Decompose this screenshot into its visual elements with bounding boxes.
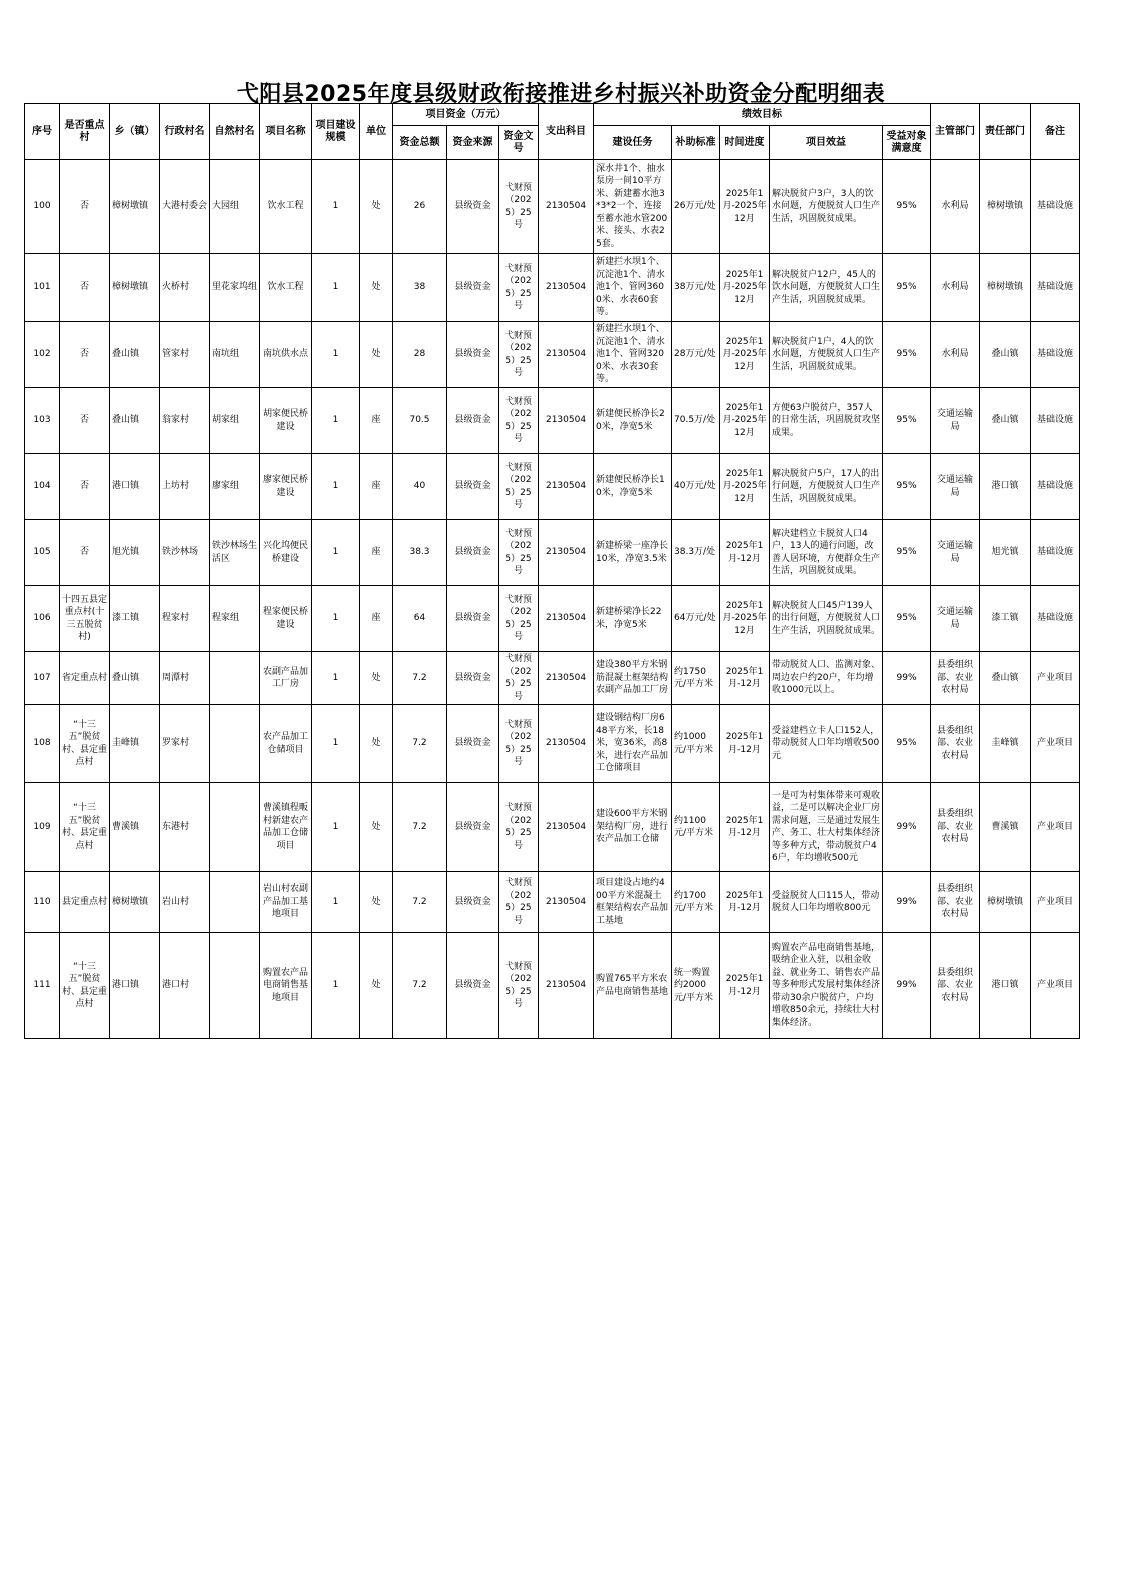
- cell-satisfaction: 99%: [883, 872, 931, 933]
- cell-task: 购置765平方米农产品电商销售基地: [594, 933, 672, 1039]
- cell-project-name: 兴化坞便民桥建设: [260, 520, 312, 586]
- table-row: [25, 454, 1080, 520]
- cell-satisfaction: 95%: [883, 454, 931, 520]
- cell-total: 26: [393, 160, 447, 254]
- cell-benefit: 解决建档立卡脱贫人口4户，13人的通行问题，改善人居环境，方便群众生产生活，巩固脱贫成果。: [770, 520, 883, 586]
- cell-standard: 约1700元/平方米: [672, 872, 720, 933]
- cell-subject: 2130504: [539, 160, 594, 254]
- cell-admin-village: 罗家村: [160, 705, 210, 783]
- cell-scale: 1: [312, 586, 360, 652]
- cell-unit: 处: [360, 933, 393, 1039]
- header-total: 资金总额: [393, 126, 447, 160]
- cell-benefit: 解决脱贫户5户，17人的出行问题，方便脱贫人口生产生活，巩固脱贫成果。: [770, 454, 883, 520]
- cell-seq: 101: [25, 254, 60, 322]
- cell-scale: 1: [312, 388, 360, 454]
- table-row: [25, 933, 1080, 1039]
- cell-subject: 2130504: [539, 254, 594, 322]
- header-key-village: 是否重点村: [60, 104, 110, 160]
- cell-seq: 108: [25, 705, 60, 783]
- cell-total: 38.3: [393, 520, 447, 586]
- cell-satisfaction: 95%: [883, 705, 931, 783]
- cell-doc-no: 弋财预（2025）25号: [499, 933, 539, 1039]
- cell-project-name: 饮水工程: [260, 254, 312, 322]
- cell-benefit: 受益建档立卡人口152人，带动脱贫人口年均增收500元: [770, 705, 883, 783]
- cell-dept: 水利局: [931, 160, 980, 254]
- cell-subject: 2130504: [539, 872, 594, 933]
- cell-benefit: 带动脱贫人口、监测对象、周边农户约20户，年均增收1000元以上。: [770, 652, 883, 705]
- cell-task: 项目建设占地约400平方米混凝土框架结构农产品加工基地: [594, 872, 672, 933]
- cell-total: 7.2: [393, 872, 447, 933]
- cell-unit: 处: [360, 705, 393, 783]
- cell-township: 樟树墩镇: [110, 160, 160, 254]
- table-row: [25, 388, 1080, 454]
- header-unit: 单位: [360, 104, 393, 160]
- cell-scale: 1: [312, 783, 360, 872]
- cell-admin-village: 大港村委会: [160, 160, 210, 254]
- cell-note: 产业项目: [1031, 872, 1080, 933]
- header-township: 乡（镇）: [110, 104, 160, 160]
- cell-benefit: 方便63户脱贫户，357人的日常生活，巩固脱贫攻坚成果。: [770, 388, 883, 454]
- header-task: 建设任务: [594, 126, 672, 160]
- header-benefit: 项目效益: [770, 126, 883, 160]
- cell-resp: 港口镇: [980, 454, 1031, 520]
- cell-township: 叠山镇: [110, 322, 160, 388]
- cell-natural-village: [210, 933, 260, 1039]
- cell-doc-no: 弋财预（2025）25号: [499, 705, 539, 783]
- cell-key-village: 县定重点村: [60, 872, 110, 933]
- cell-key-village: “十三五”脱贫村、县定重点村: [60, 705, 110, 783]
- cell-scale: 1: [312, 652, 360, 705]
- allocation-table: [24, 103, 1080, 1039]
- cell-project-name: 曹溪镇程畈村新建农产品加工仓储项目: [260, 783, 312, 872]
- header-note: 备注: [1031, 104, 1080, 160]
- cell-total: 7.2: [393, 933, 447, 1039]
- cell-schedule: 2025年1月-12月: [720, 652, 770, 705]
- cell-satisfaction: 99%: [883, 783, 931, 872]
- cell-task: 新建便民桥净长10米，净宽5米: [594, 454, 672, 520]
- cell-seq: 106: [25, 586, 60, 652]
- cell-key-village: “十三五”脱贫村、县定重点村: [60, 933, 110, 1039]
- cell-seq: 102: [25, 322, 60, 388]
- cell-note: 产业项目: [1031, 933, 1080, 1039]
- cell-natural-village: 大园组: [210, 160, 260, 254]
- cell-admin-village: 东港村: [160, 783, 210, 872]
- cell-standard: 38.3万/处: [672, 520, 720, 586]
- cell-source: 县级资金: [447, 652, 499, 705]
- cell-note: 产业项目: [1031, 705, 1080, 783]
- cell-key-village: 十四五县定重点村(十三五脱贫村): [60, 586, 110, 652]
- cell-key-village: 否: [60, 160, 110, 254]
- cell-seq: 109: [25, 783, 60, 872]
- cell-note: 基础设施: [1031, 160, 1080, 254]
- cell-total: 64: [393, 586, 447, 652]
- cell-resp: 樟树墩镇: [980, 872, 1031, 933]
- header-funds-group: 项目资金（万元）: [393, 104, 539, 126]
- header-admin-village: 行政村名: [160, 104, 210, 160]
- cell-admin-village: 火桥村: [160, 254, 210, 322]
- cell-task: 新建拦水坝1个、沉淀池1个、清水池1个、管网3200米、水表30套等。: [594, 322, 672, 388]
- header-standard: 补助标准: [672, 126, 720, 160]
- cell-note: 产业项目: [1031, 652, 1080, 705]
- cell-dept: 县委组织部、农业农村局: [931, 933, 980, 1039]
- cell-doc-no: 弋财预（2025）25号: [499, 322, 539, 388]
- cell-dept: 水利局: [931, 322, 980, 388]
- cell-schedule: 2025年1月-12月: [720, 872, 770, 933]
- table-row: [25, 872, 1080, 933]
- cell-standard: 26万元/处: [672, 160, 720, 254]
- cell-total: 7.2: [393, 705, 447, 783]
- cell-unit: 座: [360, 520, 393, 586]
- cell-dept: 县委组织部、农业农村局: [931, 783, 980, 872]
- cell-unit: 处: [360, 783, 393, 872]
- cell-schedule: 2025年1月-12月: [720, 705, 770, 783]
- cell-dept: 交通运输局: [931, 520, 980, 586]
- cell-standard: 64万元/处: [672, 586, 720, 652]
- cell-seq: 107: [25, 652, 60, 705]
- cell-project-name: 饮水工程: [260, 160, 312, 254]
- cell-schedule: 2025年1月-2025年12月: [720, 454, 770, 520]
- cell-township: 樟树墩镇: [110, 254, 160, 322]
- cell-natural-village: [210, 652, 260, 705]
- cell-key-village: 否: [60, 388, 110, 454]
- cell-natural-village: 程家组: [210, 586, 260, 652]
- cell-unit: 处: [360, 652, 393, 705]
- cell-key-village: 否: [60, 254, 110, 322]
- header-natural-village: 自然村名: [210, 104, 260, 160]
- cell-total: 7.2: [393, 652, 447, 705]
- cell-task: 新建便民桥净长20米，净宽5米: [594, 388, 672, 454]
- cell-project-name: 岩山村农副产品加工基地项目: [260, 872, 312, 933]
- cell-scale: 1: [312, 160, 360, 254]
- cell-scale: 1: [312, 454, 360, 520]
- cell-note: 基础设施: [1031, 586, 1080, 652]
- cell-admin-village: 周潭村: [160, 652, 210, 705]
- cell-subject: 2130504: [539, 586, 594, 652]
- cell-source: 县级资金: [447, 586, 499, 652]
- cell-dept: 县委组织部、农业农村局: [931, 872, 980, 933]
- cell-task: 新建桥梁净长22米，净宽5米: [594, 586, 672, 652]
- cell-seq: 105: [25, 520, 60, 586]
- cell-project-name: 购置农产品电商销售基地项目: [260, 933, 312, 1039]
- cell-key-village: 省定重点村: [60, 652, 110, 705]
- cell-scale: 1: [312, 520, 360, 586]
- cell-doc-no: 弋财预（2025）25号: [499, 652, 539, 705]
- table-row: [25, 160, 1080, 254]
- cell-dept: 县委组织部、农业农村局: [931, 652, 980, 705]
- cell-township: 港口镇: [110, 933, 160, 1039]
- cell-schedule: 2025年1月-2025年12月: [720, 254, 770, 322]
- cell-dept: 水利局: [931, 254, 980, 322]
- cell-project-name: 农副产品加工厂房: [260, 652, 312, 705]
- cell-natural-village: 里花家坞组: [210, 254, 260, 322]
- cell-seq: 100: [25, 160, 60, 254]
- cell-task: 建设380平方米钢筋混凝土框架结构农副产品加工厂房: [594, 652, 672, 705]
- cell-natural-village: [210, 705, 260, 783]
- cell-task: 建设600平方米钢架结构厂房，进行农产品加工仓储: [594, 783, 672, 872]
- cell-total: 7.2: [393, 783, 447, 872]
- cell-natural-village: [210, 872, 260, 933]
- table-row: [25, 705, 1080, 783]
- cell-admin-village: 港口村: [160, 933, 210, 1039]
- cell-dept: 交通运输局: [931, 586, 980, 652]
- cell-benefit: 一是可为村集体带来可观收益，二是可以解决企业厂房需求问题，三是通过发展生产、务工、壮大村集体经济等多种方式，带动脱贫户46户，年均增收500元: [770, 783, 883, 872]
- table-row: [25, 520, 1080, 586]
- cell-unit: 处: [360, 160, 393, 254]
- cell-satisfaction: 95%: [883, 322, 931, 388]
- cell-doc-no: 弋财预（2025）25号: [499, 254, 539, 322]
- cell-unit: 处: [360, 254, 393, 322]
- cell-standard: 38万元/处: [672, 254, 720, 322]
- cell-key-village: 否: [60, 454, 110, 520]
- cell-schedule: 2025年1月-2025年12月: [720, 160, 770, 254]
- header-satisfaction: 受益对象满意度: [883, 126, 931, 160]
- cell-admin-village: 上坊村: [160, 454, 210, 520]
- cell-seq: 111: [25, 933, 60, 1039]
- cell-doc-no: 弋财预（2025）25号: [499, 160, 539, 254]
- header-scale: 项目建设规模: [312, 104, 360, 160]
- cell-doc-no: 弋财预（2025）25号: [499, 586, 539, 652]
- cell-total: 38: [393, 254, 447, 322]
- cell-schedule: 2025年1月-12月: [720, 933, 770, 1039]
- cell-township: 旭光镇: [110, 520, 160, 586]
- cell-source: 县级资金: [447, 322, 499, 388]
- table-row: [25, 652, 1080, 705]
- header-doc-no: 资金文号: [499, 126, 539, 160]
- cell-note: 基础设施: [1031, 254, 1080, 322]
- table-row: [25, 322, 1080, 388]
- cell-standard: 70.5万/处: [672, 388, 720, 454]
- cell-seq: 104: [25, 454, 60, 520]
- cell-doc-no: 弋财预（2025）25号: [499, 454, 539, 520]
- cell-resp: 叠山镇: [980, 388, 1031, 454]
- cell-note: 产业项目: [1031, 783, 1080, 872]
- cell-unit: 座: [360, 454, 393, 520]
- cell-standard: 统一购置约2000元/平方米: [672, 933, 720, 1039]
- cell-project-name: 胡家便民桥建设: [260, 388, 312, 454]
- table-row: [25, 254, 1080, 322]
- cell-source: 县级资金: [447, 872, 499, 933]
- cell-admin-village: 管家村: [160, 322, 210, 388]
- cell-task: 新建桥梁一座净长10米，净宽3.5米: [594, 520, 672, 586]
- cell-doc-no: 弋财预（2025）25号: [499, 388, 539, 454]
- cell-township: 漆工镇: [110, 586, 160, 652]
- cell-dept: 交通运输局: [931, 388, 980, 454]
- cell-resp: 樟树墩镇: [980, 160, 1031, 254]
- cell-total: 28: [393, 322, 447, 388]
- header-schedule: 时间进度: [720, 126, 770, 160]
- cell-satisfaction: 95%: [883, 254, 931, 322]
- cell-satisfaction: 95%: [883, 520, 931, 586]
- cell-source: 县级资金: [447, 160, 499, 254]
- cell-task: 深水井1个、抽水泵房一间10平方米、新建蓄水池3*3*2一个、连接至蓄水池水管200米、接头、水表25套。: [594, 160, 672, 254]
- cell-natural-village: 胡家组: [210, 388, 260, 454]
- cell-unit: 处: [360, 322, 393, 388]
- header-seq: 序号: [25, 104, 60, 160]
- header-subject: 支出科目: [539, 104, 594, 160]
- header-dept: 主管部门: [931, 104, 980, 160]
- cell-natural-village: 南坑组: [210, 322, 260, 388]
- cell-admin-village: 翁家村: [160, 388, 210, 454]
- cell-benefit: 受益脱贫人口115人，带动脱贫人口年均增收800元: [770, 872, 883, 933]
- cell-township: 樟树墩镇: [110, 872, 160, 933]
- cell-resp: 圭峰镇: [980, 705, 1031, 783]
- cell-source: 县级资金: [447, 254, 499, 322]
- cell-task: 建设钢结构厂房648平方米，长18米，宽36米，高8米，进行农产品加工仓储项目: [594, 705, 672, 783]
- cell-subject: 2130504: [539, 520, 594, 586]
- cell-subject: 2130504: [539, 783, 594, 872]
- cell-project-name: 廖家便民桥建设: [260, 454, 312, 520]
- cell-admin-village: 铁沙林场: [160, 520, 210, 586]
- cell-resp: 曹溪镇: [980, 783, 1031, 872]
- cell-doc-no: 弋财预（2025）25号: [499, 520, 539, 586]
- cell-unit: 处: [360, 872, 393, 933]
- cell-key-village: 否: [60, 520, 110, 586]
- cell-key-village: 否: [60, 322, 110, 388]
- cell-schedule: 2025年1月-12月: [720, 520, 770, 586]
- cell-note: 基础设施: [1031, 520, 1080, 586]
- cell-resp: 旭光镇: [980, 520, 1031, 586]
- cell-dept: 县委组织部、农业农村局: [931, 705, 980, 783]
- cell-project-name: 南坑供水点: [260, 322, 312, 388]
- cell-unit: 座: [360, 388, 393, 454]
- cell-benefit: 解决脱贫户12户，45人的饮水问题，方便脱贫人口生产生活，巩固脱贫成果。: [770, 254, 883, 322]
- cell-scale: 1: [312, 705, 360, 783]
- cell-natural-village: 廖家组: [210, 454, 260, 520]
- cell-benefit: 解决脱贫户1户，4人的饮水问题，方便脱贫人口生产生活，巩固脱贫成果。: [770, 322, 883, 388]
- cell-satisfaction: 99%: [883, 933, 931, 1039]
- table-row: [25, 783, 1080, 872]
- cell-natural-village: [210, 783, 260, 872]
- cell-township: 港口镇: [110, 454, 160, 520]
- cell-township: 圭峰镇: [110, 705, 160, 783]
- cell-standard: 约1750元/平方米: [672, 652, 720, 705]
- cell-standard: 28万元/处: [672, 322, 720, 388]
- cell-total: 70.5: [393, 388, 447, 454]
- cell-task: 新建拦水坝1个、沉淀池1个、清水池1个、管网3600米、水表60套等。: [594, 254, 672, 322]
- cell-doc-no: 弋财预（2025）25号: [499, 783, 539, 872]
- cell-subject: 2130504: [539, 388, 594, 454]
- header-source: 资金来源: [447, 126, 499, 160]
- cell-doc-no: 弋财预（2025）25号: [499, 872, 539, 933]
- cell-schedule: 2025年1月-2025年12月: [720, 586, 770, 652]
- cell-resp: 叠山镇: [980, 322, 1031, 388]
- cell-township: 叠山镇: [110, 652, 160, 705]
- cell-seq: 103: [25, 388, 60, 454]
- cell-satisfaction: 95%: [883, 586, 931, 652]
- cell-resp: 港口镇: [980, 933, 1031, 1039]
- cell-project-name: 农产品加工仓储项目: [260, 705, 312, 783]
- cell-subject: 2130504: [539, 705, 594, 783]
- cell-standard: 约1000元/平方米: [672, 705, 720, 783]
- cell-satisfaction: 95%: [883, 388, 931, 454]
- cell-subject: 2130504: [539, 322, 594, 388]
- table-body: [25, 160, 1080, 1039]
- cell-admin-village: 岩山村: [160, 872, 210, 933]
- cell-note: 基础设施: [1031, 388, 1080, 454]
- cell-township: 曹溪镇: [110, 783, 160, 872]
- cell-total: 40: [393, 454, 447, 520]
- cell-scale: 1: [312, 933, 360, 1039]
- cell-satisfaction: 99%: [883, 652, 931, 705]
- cell-resp: 叠山镇: [980, 652, 1031, 705]
- cell-scale: 1: [312, 254, 360, 322]
- cell-source: 县级资金: [447, 520, 499, 586]
- cell-project-name: 程家便民桥建设: [260, 586, 312, 652]
- cell-key-village: “十三五”脱贫村、县定重点村: [60, 783, 110, 872]
- cell-standard: 40万元/处: [672, 454, 720, 520]
- cell-subject: 2130504: [539, 933, 594, 1039]
- cell-schedule: 2025年1月-12月: [720, 783, 770, 872]
- cell-note: 基础设施: [1031, 322, 1080, 388]
- header-resp: 责任部门: [980, 104, 1031, 160]
- table-row: [25, 586, 1080, 652]
- cell-schedule: 2025年1月-2025年12月: [720, 388, 770, 454]
- cell-note: 基础设施: [1031, 454, 1080, 520]
- cell-resp: 漆工镇: [980, 586, 1031, 652]
- cell-source: 县级资金: [447, 454, 499, 520]
- cell-satisfaction: 95%: [883, 160, 931, 254]
- cell-source: 县级资金: [447, 933, 499, 1039]
- cell-source: 县级资金: [447, 705, 499, 783]
- cell-benefit: 解决脱贫户3户，3人的饮水问题，方便脱贫人口生产生活，巩固脱贫成果。: [770, 160, 883, 254]
- cell-township: 叠山镇: [110, 388, 160, 454]
- document-title: 弋阳县2025年度县级财政衔接推进乡村振兴补助资金分配明细表: [236, 82, 886, 107]
- cell-source: 县级资金: [447, 783, 499, 872]
- cell-standard: 约1100元/平方米: [672, 783, 720, 872]
- cell-natural-village: 铁沙林场生活区: [210, 520, 260, 586]
- cell-source: 县级资金: [447, 388, 499, 454]
- cell-admin-village: 程家村: [160, 586, 210, 652]
- cell-dept: 交通运输局: [931, 454, 980, 520]
- cell-seq: 110: [25, 872, 60, 933]
- cell-scale: 1: [312, 322, 360, 388]
- cell-benefit: 解决脱贫人口45户139人的出行问题，方便脱贫人口生产生活，巩固脱贫成果。: [770, 586, 883, 652]
- header-project-name: 项目名称: [260, 104, 312, 160]
- cell-benefit: 购置农产品电商销售基地，吸纳企业入驻，以租金收益、就业务工、销售农产品等多种形式发展村集体经济带动30余户脱贫户，户均增收850余元，持续壮大村集体经济。: [770, 933, 883, 1039]
- header-performance-group: 绩效目标: [594, 104, 931, 126]
- cell-subject: 2130504: [539, 652, 594, 705]
- cell-resp: 樟树墩镇: [980, 254, 1031, 322]
- cell-schedule: 2025年1月-2025年12月: [720, 322, 770, 388]
- cell-unit: 座: [360, 586, 393, 652]
- cell-scale: 1: [312, 872, 360, 933]
- cell-subject: 2130504: [539, 454, 594, 520]
